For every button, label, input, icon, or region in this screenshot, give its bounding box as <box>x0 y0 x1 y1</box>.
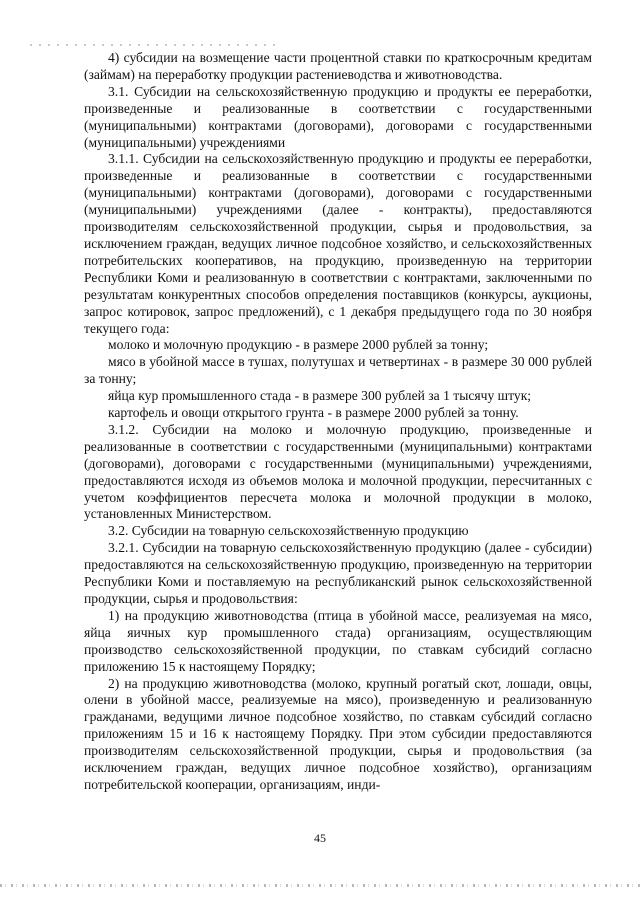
page-number: 45 <box>314 831 326 845</box>
paragraph: 2) на продукцию животноводства (молоко, крупный рогатый скот, лошади, овцы, олени в убойной массе, реализуемые на мясо), произведенную и реализованную гражданами, ведущими личное подсобное хозяйство, по ставкам субсидий согласно приложениям 15 и 16 к настоящему Порядку. При этом субсидии предоставляются производителям сельскохозяйственной продукции, сырья и продовольствия (за исключением граждан, ведущих личное подсобное хозяйство), организациям потребительской кооперации, организациям, инди- <box>84 675 592 792</box>
paragraph: молоко и молочную продукцию - в размере 2000 рублей за тонну; <box>108 337 489 353</box>
paragraph: 3.2. Субсидии на товарную сельскохозяйственную продукцию <box>108 523 469 539</box>
paragraph: 1) на продукцию животноводства (птица в убойной массе, реализуемая на мясо, яйца яичных кур промышленного стада) организациям, осуществляющим производство сельскохозяйственной продукции, по ставкам субсидий согласно приложению 15 к настоящему Порядку; <box>84 607 592 674</box>
paragraph: 4) субсидии на возмещение части процентной ставки по краткосрочным кредитам (займам) на переработку продукции растениеводства и животноводства. <box>84 50 592 82</box>
paragraph: яйца кур промышленного стада - в размере 300 рублей за 1 тысячу штук; <box>108 388 532 404</box>
paragraph: картофель и овощи открытого грунта - в размере 2000 рублей за тонну. <box>108 405 519 421</box>
document-body <box>84 50 592 794</box>
paragraph: 3.1. Субсидии на сельскохозяйственную продукцию и продукты ее переработки, произведенные и реализованные в соответствии с государственными (муниципальными) контрактами (договорами), договорами с государственными (муниципальными) учреждениями <box>84 83 592 150</box>
paragraph: 3.2.1. Субсидии на товарную сельскохозяйственную продукцию (далее - субсидии) предоставляются на сельскохозяйственную продукцию, произведенную на территории Республики Коми и поставляемую на республиканский рынок сельскохозяйственной продукции, сырья и продовольствия: <box>84 540 592 606</box>
scan-artifact-top <box>30 44 280 46</box>
scan-artifact-bottom <box>0 884 640 887</box>
paragraph: мясо в убойной массе в тушах, полутушах и четвертинах - в размере 30 000 рублей за тонну; <box>84 354 592 387</box>
paragraph: 3.1.1. Субсидии на сельскохозяйственную продукцию и продукты ее переработки, произведенные и реализованные в соответствии с государственными (муниципальными) контрактами (договорами), договорами с государственными (муниципальными) учреждениями (далее - контракты), предоставляются производителям сельскохозяйственной продукции, сырья и продовольствия, за исключением граждан, ведущих личное подсобное хозяйство, и сельскохозяйственных потребительских кооперативов, на продукцию, произведенную на территории Республики Коми и реализованную в соответствии с контрактами, заключенными по результатам конкурентных способов определения поставщиков (конкурсы, аукционы, запрос котировок, запрос предложений), с 1 декабря предыдущего года по 30 ноября текущего года: <box>84 151 592 336</box>
paragraph: 3.1.2. Субсидии на молоко и молочную продукцию, произведенные и реализованные в соответствии с государственными (муниципальными) контрактами (договорами), договорами с государственными (муниципальными) учреждениями, предоставляются исходя из объемов молока и молочной продукции, пересчитанных с учетом коэффициентов пересчета молока и молочной продукции в молоко, установленных Министерством. <box>84 421 592 522</box>
